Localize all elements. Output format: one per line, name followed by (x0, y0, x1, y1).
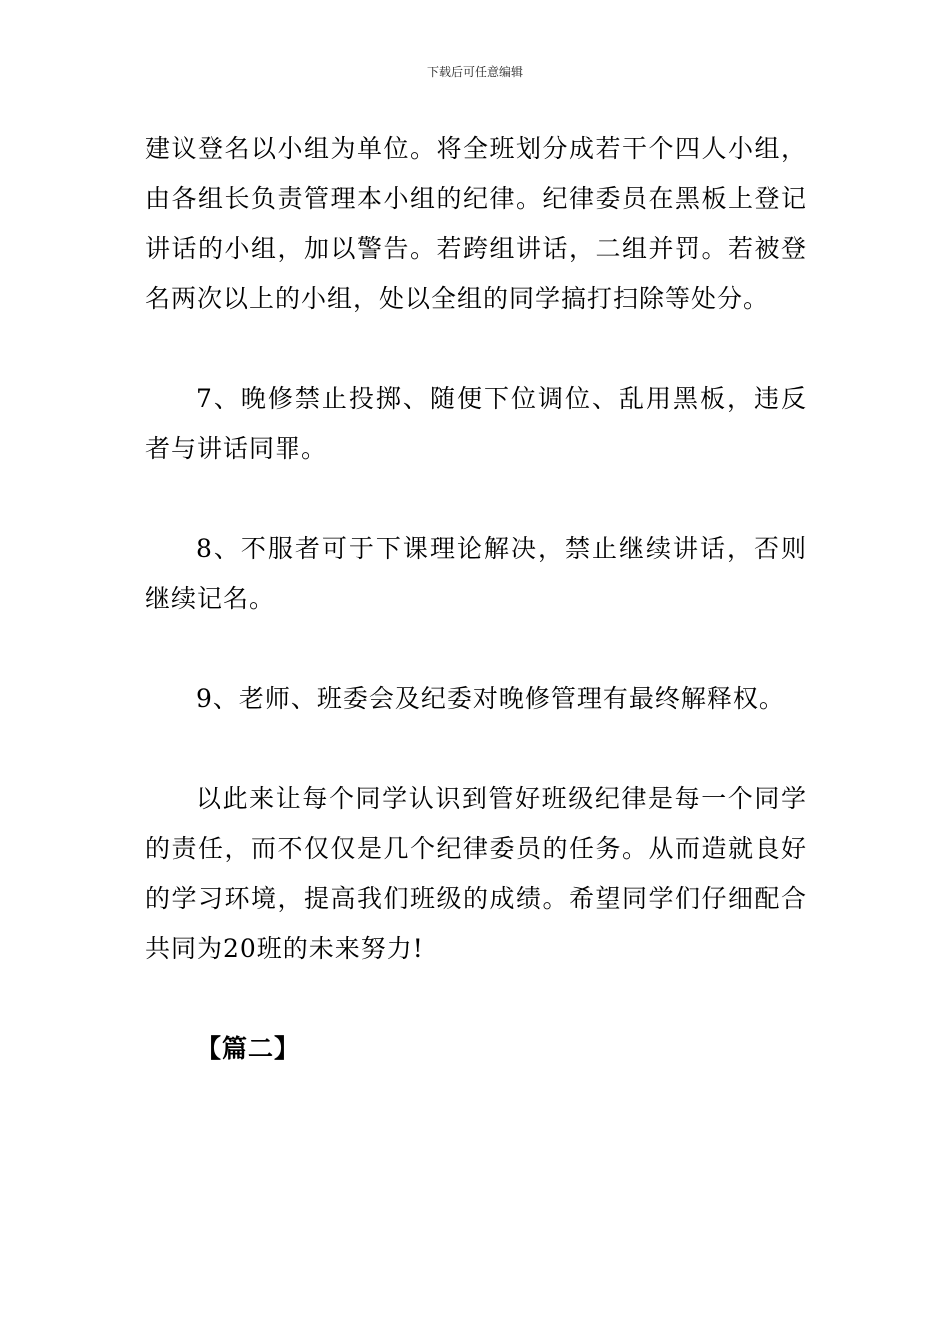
section-heading: 【篇二】 (196, 1034, 301, 1063)
document-body (145, 124, 807, 1074)
paragraph-group-registration: 建议登名以小组为单位。将全班划分成若干个四人小组，由各组长负责管理本小组的纪律。纪律委员在黑板上登记讲话的小组，加以警告。若跨组讲话，二组并罚。若被登名两次以上的小组，处以全组的同学搞打扫除等处分。 (145, 134, 807, 313)
paragraph-rule-7: 7、晚修禁止投掷、随便下位调位、乱用黑板，违反者与讲话同罪。 (145, 384, 807, 463)
page-header-note: 下载后可任意编辑 (426, 65, 523, 79)
paragraph-rule-8: 8、不服者可于下课理论解决，禁止继续讲话，否则继续记名。 (145, 534, 807, 613)
paragraph-rule-9: 9、老师、班委会及纪委对晚修管理有最终解释权。 (196, 684, 785, 713)
paragraph-conclusion: 以此来让每个同学认识到管好班级纪律是每一个同学的责任，而不仅仅是几个纪律委员的任务。从而造就良好的学习环境，提高我们班级的成绩。希望同学们仔细配合共同为20班的未来努力! (145, 784, 807, 963)
